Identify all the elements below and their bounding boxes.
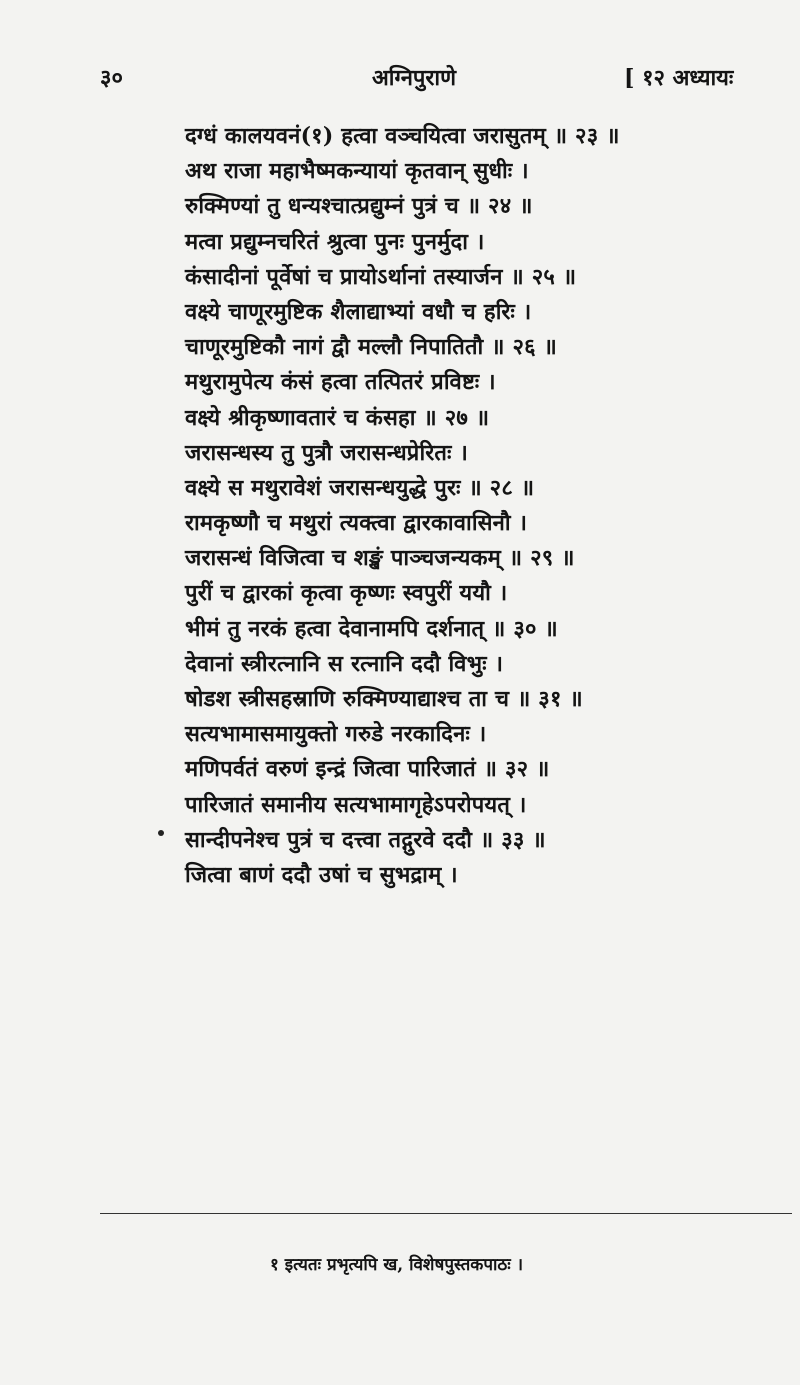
running-title: अग्निपुराणे: [372, 65, 456, 91]
chapter-marker: [ १२ अध्यायः: [624, 65, 734, 91]
print-mark: [158, 830, 164, 836]
verse-block: [185, 119, 785, 893]
verse-line: जित्वा बाणं ददौ उषां च सुभद्राम् ।: [185, 861, 458, 888]
verse-line: भीमं तु नरकं हत्वा देवानामपि दर्शनात् ॥ ३० ॥: [185, 615, 558, 642]
verse-line: सत्यभामासमायुक्तो गरुडे नरकादिनः ।: [185, 721, 487, 748]
verse-line: वक्ष्ये स मथुरावेशं जरासन्धयुद्धे पुरः ॥ २८ ॥: [185, 474, 535, 501]
verse-line: देवानां स्त्रीरत्नानि स रत्नानि ददौ विभुः ।: [185, 650, 504, 677]
verse-line: सान्दीपनेश्च पुत्रं च दत्त्वा तद्गुरवे ददौ ॥ ३३ ॥: [185, 826, 546, 853]
verse-line: कंसादीनां पूर्वेषां च प्रायोऽर्थानां तस्यार्जन ॥ २५ ॥: [185, 263, 577, 290]
verse-line: अथ राजा महाभैष्मकन्यायां कृतवान् सुधीः ।: [185, 158, 529, 185]
verse-line: जरासन्धं विजित्वा च शङ्खं पाञ्चजन्यकम् ॥ २९ ॥: [185, 545, 575, 572]
verse-line: वक्ष्ये चाणूरमुष्टिक शैलाद्याभ्यां वधौ च हरिः ।: [185, 298, 532, 325]
running-header: [100, 62, 770, 98]
verse-line: मथुरामुपेत्य कंसं हत्वा तत्पितरं प्रविष्टः ।: [185, 369, 496, 396]
verse-line: रुक्मिण्यां तु धन्यश्चात्प्रद्युम्नं पुत्रं च ॥ २४ ॥: [185, 193, 533, 220]
verse-line: षोडश स्त्रीसहस्राणि रुक्मिण्याद्याश्च ता च ॥ ३१ ॥: [185, 686, 583, 712]
verse-line: वक्ष्ये श्रीकृष्णावतारं च कंसहा ॥ २७ ॥: [185, 404, 490, 431]
footnote-divider: [100, 1213, 792, 1214]
verse-line: दग्धं कालयवनं(१) हत्वा वञ्चयित्वा जरासुतम् ॥ २३ ॥: [185, 123, 620, 149]
verse-line: पारिजातं समानीय सत्यभामागृहेऽपरोपयत् ।: [185, 791, 527, 818]
footnote: १ इत्यतः प्रभृत्यपि ख, विशेषपुस्तकपाठः ।: [270, 1255, 524, 1275]
verse-line: पुरीं च द्वारकां कृत्वा कृष्णः स्वपुरीं ययौ ।: [185, 580, 508, 607]
verse-line: मणिपर्वतं वरुणं इन्द्रं जित्वा पारिजातं ॥ ३२ ॥: [185, 756, 550, 783]
verse-line: रामकृष्णौ च मथुरां त्यक्त्वा द्वारकावासिनौ ।: [185, 510, 528, 537]
verse-line: जरासन्धस्य तु पुत्रौ जरासन्धप्रेरितः ।: [185, 439, 469, 466]
page-number: ३०: [100, 65, 123, 91]
verse-line: चाणूरमुष्टिकौ नागं द्वौ मल्लौ निपातितौ ॥ २६ ॥: [185, 334, 558, 361]
verse-line: मत्वा प्रद्युम्नचरितं श्रुत्वा पुनः पुनर्मुदा ।: [185, 228, 485, 255]
